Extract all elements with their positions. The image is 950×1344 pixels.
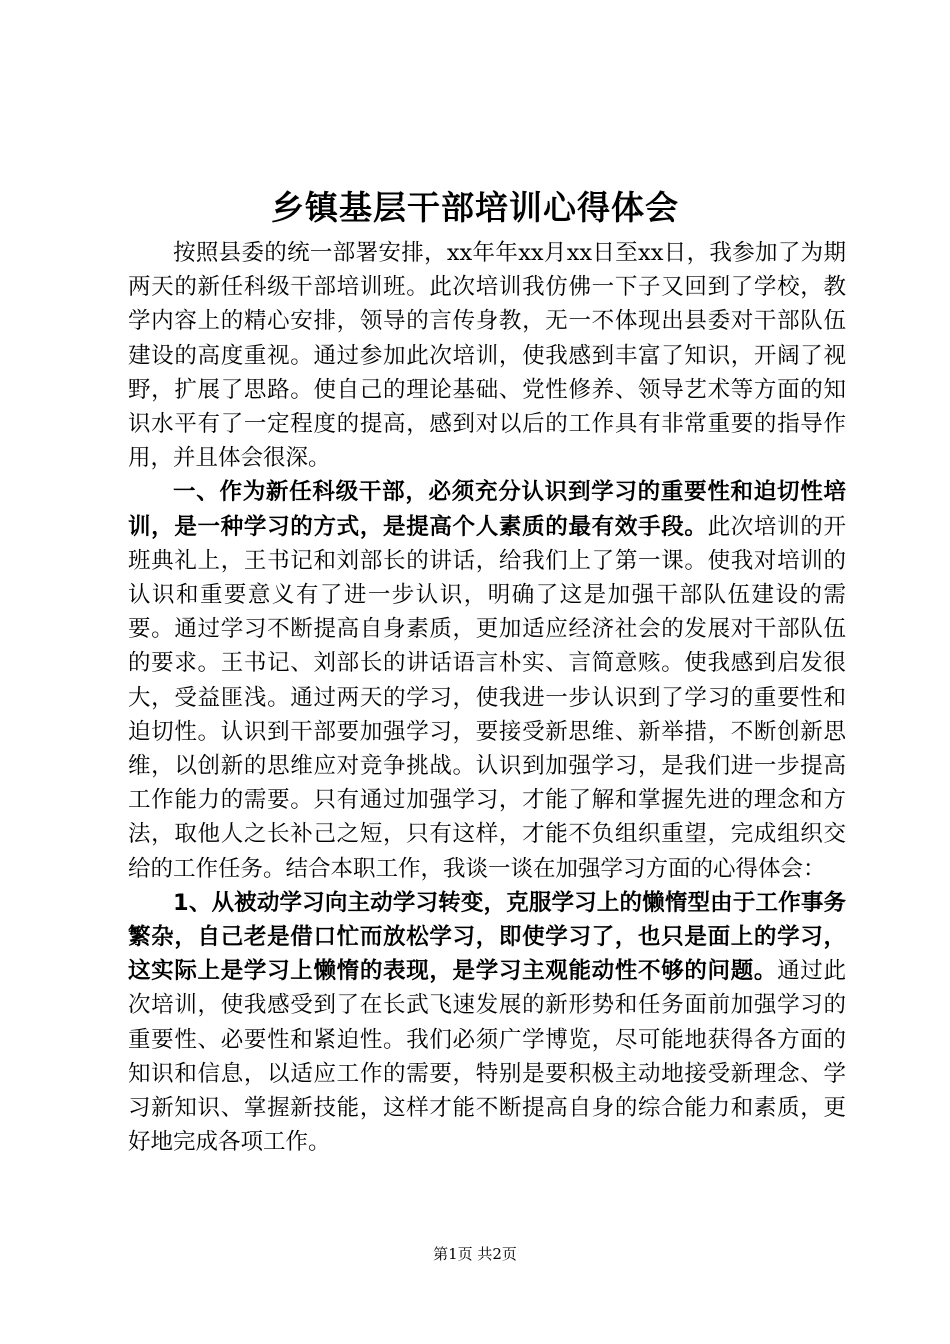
paragraph-point-one [128, 886, 846, 1160]
document-title: 乡镇基层干部培训心得体会 [271, 188, 679, 227]
page-number-footer: 第1页 共2页 [433, 1245, 517, 1263]
paragraph-lead: 一、作为新任科级干部，必须充分认识到学习的重要性和迫切性培训，是一种学习的方式，是提高个人素质的最有效手段。 [128, 479, 846, 540]
paragraph-intro [128, 236, 846, 475]
paragraph-text: 此次培训的开班典礼上，王书记和刘部长的讲话，给我们上了第一课。使我对培训的认识和重要意义有了进一步认识，明确了这是加强干部队伍建设的需要。通过学习不断提高自身素质，更加适应经济社会的发展对干部队伍的要求。王书记、刘部长的讲话语言朴实、言简意赅。使我感到启发很大，受益匪浅。通过两天的学习，使我进一步认识到了学习的重要性和迫切性。认识到干部要加强学习，要接受新思维、新举措，不断创新思维，以创新的思维应对竞争挑战。认识到加强学习，是我们进一步提高工作能力的需要。只有通过加强学习，才能了解和掌握先进的理念和方法，取他人之长补己之短，只有这样，才能不负组织重望，完成组织交给的工作任务。结合本职工作，我谈一谈在加强学习方面的心得体会： [128, 513, 846, 882]
paragraph-section-one [128, 475, 846, 885]
paragraph-lead: 1、从被动学习向主动学习转变，克服学习上的懒惰型由于工作事务繁杂，自己老是借口忙而放松学习，即使学习了，也只是面上的学习，这实际上是学习上懒惰的表现，是学习主观能动性不够的问题。 [128, 889, 846, 985]
paragraph-text: 按照县委的统一部署安排，xx年年xx月xx日至xx日，我参加了为期两天的新任科级干部培训班。此次培训我仿佛一下子又回到了学校，教学内容上的精心安排，领导的言传身教，无一不体现出县委对干部队伍建设的高度重视。通过参加此次培训，使我感到丰富了知识，开阔了视野，扩展了思路。使自己的理论基础、党性修养、领导艺术等方面的知识水平有了一定程度的提高，感到对以后的工作具有非常重要的指导作用，并且体会很深。 [128, 240, 846, 472]
document-body [128, 236, 846, 1159]
paragraph-text: 通过此次培训，使我感受到了在长武飞速发展的新形势和任务面前加强学习的重要性、必要性和紧迫性。我们必须广学博览，尽可能地获得各方面的知识和信息，以适应工作的需要，特别是要积极主动地接受新理念、学习新知识、掌握新技能，这样才能不断提高自身的综合能力和素质，更好地完成各项工作。 [128, 958, 846, 1156]
